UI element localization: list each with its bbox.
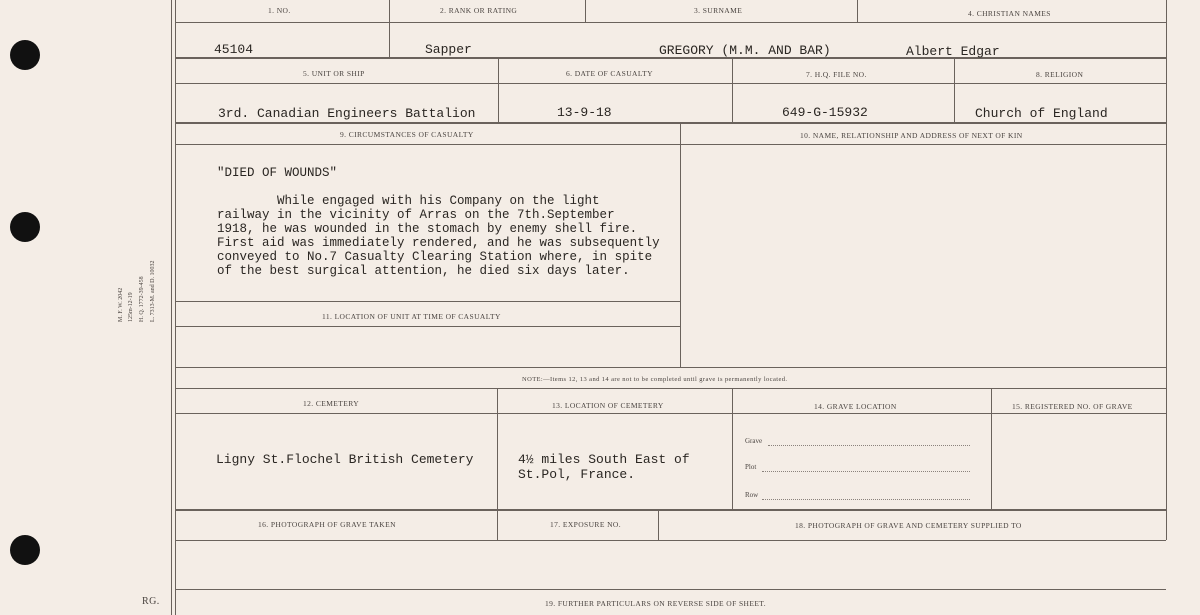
dotted-line	[762, 499, 970, 500]
value-christian-names: Albert Edgar	[906, 44, 1000, 59]
col-rule	[585, 0, 586, 22]
value-date: 13-9-18	[557, 105, 612, 120]
label-exposure: 17. EXPOSURE NO.	[550, 520, 621, 529]
value-unit: 3rd. Canadian Engineers Battalion	[218, 106, 476, 121]
col-rule	[497, 389, 498, 509]
row-rule	[176, 388, 1166, 389]
label-circumstances: 9. CIRCUMSTANCES OF CASUALTY	[340, 130, 474, 139]
col-rule	[680, 124, 681, 368]
form-reference: L. 7313-M. and D. 10032	[150, 260, 156, 322]
label-cemetery: 12. CEMETERY	[303, 399, 360, 408]
col-rule	[658, 511, 659, 540]
row-rule	[176, 540, 1166, 541]
row-rule	[176, 367, 1166, 368]
label-grave-location: 14. GRAVE LOCATION	[814, 402, 897, 411]
rg-mark: RG.	[142, 596, 160, 607]
value-rank: Sapper	[425, 42, 472, 57]
label-next-of-kin: 10. NAME, RELATIONSHIP AND ADDRESS OF NEXT OF KIN	[800, 131, 1023, 140]
col-rule	[498, 59, 499, 123]
col-rule	[857, 0, 858, 22]
dotted-line	[768, 445, 970, 446]
value-cemetery: Ligny St.Flochel British Cemetery	[216, 452, 474, 467]
circumstances-text: While engaged with his Company on the light railway in the vicinity of Arras on the 7th.September 1918, he was wounded in the stomach by enemy shell fire. First aid was immediately rendered, and he was subsequently conveyed to No.7 Casualty Clearing Station where, in spite of the best surgical attention, he died six days later.	[217, 194, 660, 278]
label-religion: 8. RELIGION	[1036, 70, 1084, 79]
note: NOTE:—Items 12, 13 and 14 are not to be completed until grave is permanently located.	[522, 376, 788, 383]
form-reference: 125m-12-19	[128, 292, 134, 322]
row-rule	[176, 589, 1166, 590]
row-rule	[176, 301, 680, 302]
row-rule	[176, 509, 1166, 511]
row-rule	[176, 326, 680, 327]
value-file: 649-G-15932	[782, 105, 868, 120]
col-rule	[389, 0, 390, 57]
label-surname: 3. SURNAME	[694, 6, 743, 15]
right-rule	[1166, 0, 1167, 540]
value-surname: GREGORY (M.M. AND BAR)	[659, 43, 831, 58]
margin-rule	[171, 0, 172, 615]
label-plot: Plot	[745, 463, 757, 471]
margin-rule	[175, 0, 176, 615]
punch-hole	[10, 212, 40, 242]
label-photo-supplied: 18. PHOTOGRAPH OF GRAVE AND CEMETERY SUPPLIED TO	[795, 521, 1022, 530]
form-reference: H. Q. 1772-39-458	[139, 276, 145, 322]
punch-hole	[10, 40, 40, 70]
label-photo-taken: 16. PHOTOGRAPH OF GRAVE TAKEN	[258, 520, 396, 529]
col-rule	[732, 59, 733, 123]
col-rule	[732, 389, 733, 509]
row-rule	[176, 83, 1166, 84]
punch-hole	[10, 535, 40, 565]
row-rule	[176, 144, 1166, 145]
label-location-cemetery: 13. LOCATION OF CEMETERY	[552, 401, 664, 410]
label-no: 1. NO.	[268, 6, 291, 15]
row-rule	[176, 22, 1166, 23]
label-christian-names: 4. CHRISTIAN NAMES	[968, 9, 1051, 18]
label-location-unit: 11. LOCATION OF UNIT AT TIME OF CASUALTY	[322, 312, 501, 321]
label-row: Row	[745, 491, 759, 499]
label-further-particulars: 19. FURTHER PARTICULARS ON REVERSE SIDE OF SHEET.	[545, 599, 767, 608]
label-rank: 2. RANK OR RATING	[440, 6, 518, 15]
value-location-cemetery: 4½ miles South East of St.Pol, France.	[518, 452, 690, 482]
label-grave: Grave	[745, 437, 763, 445]
dotted-line	[762, 471, 970, 472]
label-file: 7. H.Q. FILE NO.	[806, 70, 867, 79]
label-registered-no: 15. REGISTERED NO. OF GRAVE	[1012, 402, 1133, 411]
row-rule	[176, 122, 1166, 124]
value-no: 45104	[214, 42, 254, 57]
col-rule	[991, 389, 992, 509]
col-rule	[954, 59, 955, 123]
row-rule	[176, 413, 1166, 414]
value-religion: Church of England	[975, 106, 1108, 121]
label-unit: 5. UNIT OR SHIP	[303, 69, 365, 78]
form-reference: M. F. W. 2042	[118, 287, 124, 322]
col-rule	[497, 511, 498, 540]
label-date: 6. DATE OF CASUALTY	[566, 69, 653, 78]
circumstances-heading: "DIED OF WOUNDS"	[217, 166, 338, 180]
